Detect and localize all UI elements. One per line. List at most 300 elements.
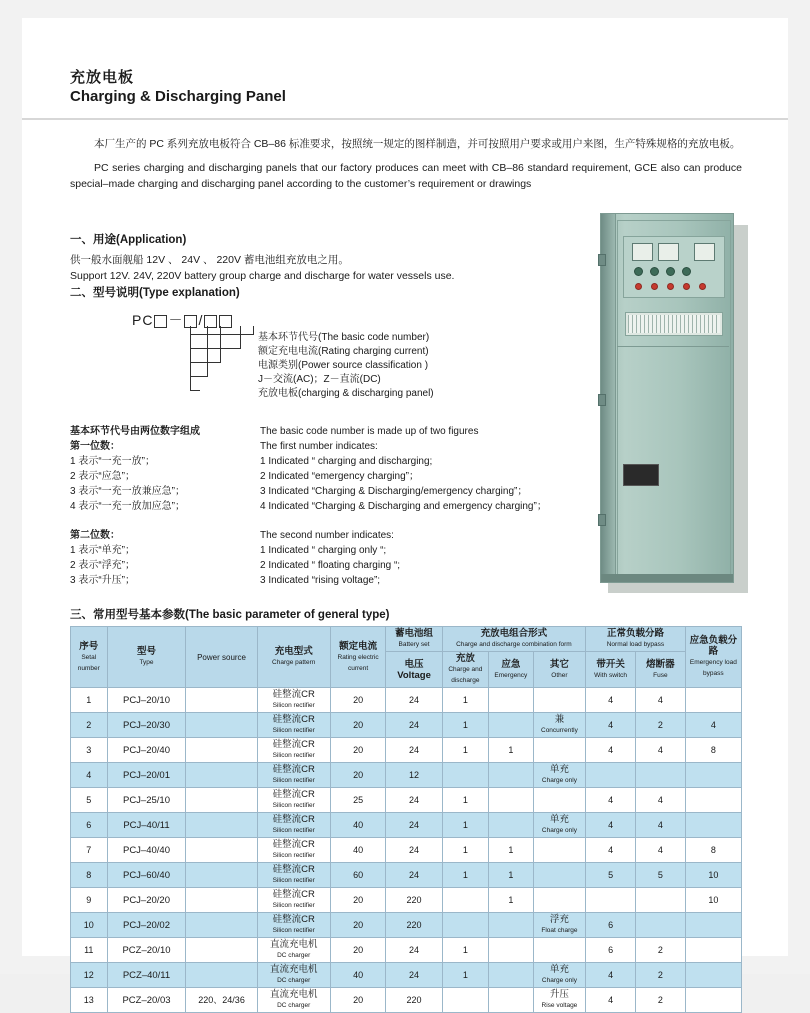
cell-emergency <box>489 963 534 988</box>
th-serial <box>71 627 108 688</box>
cell-pattern-cn: 硅整流CR <box>272 914 315 925</box>
cell-voltage: 24 <box>386 713 442 738</box>
cell-serial: 6 <box>71 813 108 838</box>
cell-emergency: 1 <box>489 838 534 863</box>
cell-serial: 12 <box>71 963 108 988</box>
cell-serial: 8 <box>71 863 108 888</box>
explain-first-item-cn-2: 2 表示“应急”； <box>70 471 135 482</box>
table-row <box>71 913 742 938</box>
cell-other-cn: 单充 <box>549 814 569 825</box>
cell-emergency <box>489 813 534 838</box>
type-code-prefix: PC <box>132 312 154 328</box>
cell-type: PCJ–40/11 <box>107 813 186 838</box>
cell-rating: 25 <box>330 788 386 813</box>
leader-hline-1 <box>190 334 254 335</box>
cell-pattern-cn: 硅整流CR <box>272 714 315 725</box>
cell-pattern-cn: 直流充电机 <box>269 989 318 1000</box>
cell-emergency: 1 <box>489 888 534 913</box>
cell-emergency <box>489 788 534 813</box>
leader-hline-4 <box>190 376 208 377</box>
th-emergency-load-bypass <box>685 627 741 688</box>
intro-paragraph-en: PC series charging and discharging panels that our factory produces can meet with CB–86 standard requirement, GCE also can produce special–made charging and discharging panel according to the customer’s requirement or drawings <box>70 162 742 190</box>
type-code-box-1 <box>154 315 167 328</box>
cell-pattern-cn: 硅整流CR <box>272 689 315 700</box>
cell-charge: 1 <box>442 738 488 763</box>
cell-other <box>533 763 585 788</box>
cell-other <box>533 688 585 713</box>
cell-power <box>186 838 257 863</box>
section-application-line-cn: 供一般水面舰船 12V 、 24V 、 220V 蓄电池组充放电之用。 <box>70 254 349 266</box>
cell-switch: 4 <box>586 688 636 713</box>
explain-second-en: The second number indicates: <box>260 530 394 541</box>
cell-charge <box>442 913 488 938</box>
page-title-cn: 充放电板 <box>70 69 135 86</box>
indicator-led-1 <box>635 283 642 290</box>
cell-voltage: 24 <box>386 788 442 813</box>
cell-power <box>186 938 257 963</box>
cell-type: PCZ–20/03 <box>107 988 186 1013</box>
gauge-icon <box>694 243 715 261</box>
cell-type: PCJ–20/01 <box>107 763 186 788</box>
cell-emerg <box>685 688 741 713</box>
cell-pattern-en: Silicon rectifier <box>272 852 315 859</box>
cell-rating: 20 <box>330 688 386 713</box>
cell-serial: 9 <box>71 888 108 913</box>
cell-pattern <box>257 713 330 738</box>
cell-emerg <box>685 963 741 988</box>
cell-fuse <box>636 888 686 913</box>
th-combination-form-cn: 充放电组合形式 <box>480 628 548 639</box>
table-row <box>71 688 742 713</box>
cell-power <box>186 713 257 738</box>
cell-fuse: 4 <box>636 738 686 763</box>
cell-pattern-en: Silicon rectifier <box>272 727 315 734</box>
leader-hline-2 <box>190 348 241 349</box>
cell-charge: 1 <box>442 813 488 838</box>
leader-hline-5 <box>190 390 200 391</box>
cell-emerg: 8 <box>685 838 741 863</box>
cell-pattern <box>257 913 330 938</box>
parameters-table-body <box>71 688 742 1013</box>
leader-label-5: 充放电板(charging & discharging panel) <box>258 388 434 399</box>
th-combo-emergency <box>489 652 534 688</box>
cell-switch: 4 <box>586 838 636 863</box>
type-code-box-4 <box>219 315 232 328</box>
cell-type: PCJ–20/10 <box>107 688 186 713</box>
cell-emerg <box>685 813 741 838</box>
cell-serial: 13 <box>71 988 108 1013</box>
cell-power <box>186 788 257 813</box>
cell-emerg: 4 <box>685 713 741 738</box>
cell-pattern-cn: 硅整流CR <box>272 864 315 875</box>
type-code-sep-2: / <box>198 312 204 328</box>
cell-serial: 2 <box>71 713 108 738</box>
cell-emerg: 10 <box>685 863 741 888</box>
explain-second-cn: 第二位数： <box>70 530 120 541</box>
cell-pattern-en: DC charger <box>277 1002 311 1009</box>
cell-fuse: 4 <box>636 788 686 813</box>
th-normal-load-bypass-cn: 正常负载分路 <box>606 628 664 639</box>
cell-voltage: 24 <box>386 688 442 713</box>
explain-basic-cn: 基本环节代号由两位数字组成 <box>70 426 200 437</box>
cell-rating: 40 <box>330 963 386 988</box>
cell-serial: 10 <box>71 913 108 938</box>
th-rating-current <box>330 627 386 688</box>
cell-other-cn: 兼 <box>554 714 565 725</box>
explain-second-item-en-3: 3 Indicated “rising voltage”; <box>260 575 381 586</box>
th-combination-form-en: Charge and discharge combination form <box>456 641 572 648</box>
cell-charge <box>442 888 488 913</box>
cell-other <box>533 713 585 738</box>
cell-power <box>186 913 257 938</box>
cell-fuse: 4 <box>636 688 686 713</box>
intro-paragraph-cn: 本厂生产的 PC 系列充放电板符合 CB–86 标准要求，按照统一规定的图样制造，并可按照用户要求或用户来图，生产特殊规格的充放电板。 <box>94 138 741 150</box>
explain-first-item-en-3: 3 Indicated “Charging & Discharging/emergency charging”； <box>260 486 528 497</box>
cell-fuse: 2 <box>636 938 686 963</box>
indicator-led-5 <box>699 283 706 290</box>
explain-second-item-cn-1: 1 表示“单充”； <box>70 545 135 556</box>
selector-knob-4 <box>682 267 691 276</box>
cell-rating: 20 <box>330 738 386 763</box>
leader-label-4: J－交流(AC)；Z－直流(DC) <box>258 374 381 385</box>
cell-other-cn: 升压 <box>549 989 569 1000</box>
table-row <box>71 788 742 813</box>
cell-emerg: 8 <box>685 738 741 763</box>
cell-emerg: 10 <box>685 888 741 913</box>
cell-pattern-en: Silicon rectifier <box>272 802 315 809</box>
cell-switch <box>586 888 636 913</box>
cell-charge <box>442 988 488 1013</box>
indicator-led-2 <box>651 283 658 290</box>
section-type-explanation-title: 二、型号说明(Type explanation) <box>70 287 240 299</box>
cell-other-cn: 单充 <box>549 964 569 975</box>
th-combo-charge-en: Charge and discharge <box>448 666 483 684</box>
cell-type: PCJ–20/40 <box>107 738 186 763</box>
cell-voltage: 220 <box>386 988 442 1013</box>
th-type-en: Type <box>139 659 154 666</box>
explain-first-en: The first number indicates: <box>260 441 378 452</box>
cabinet-hinge-mid <box>598 394 606 406</box>
cell-other-en: Rise voltage <box>541 1002 578 1009</box>
explain-first-item-en-2: 2 Indicated “emergency charging”； <box>260 471 419 482</box>
explain-basic-en: The basic code number is made up of two figures <box>260 426 479 437</box>
cabinet-hinge-bottom <box>598 514 606 526</box>
cabinet-hinge-top <box>598 254 606 266</box>
cell-switch <box>586 763 636 788</box>
cell-switch: 4 <box>586 988 636 1013</box>
cell-other <box>533 813 585 838</box>
cell-other <box>533 838 585 863</box>
explain-second-item-cn-2: 2 表示“浮充”； <box>70 560 135 571</box>
th-serial-en: Setal number <box>77 653 100 672</box>
type-code-diagram <box>70 304 540 419</box>
explain-second-item-cn-3: 3 表示“升压”； <box>70 575 135 586</box>
cell-fuse: 2 <box>636 988 686 1013</box>
cell-type: PCJ–20/20 <box>107 888 186 913</box>
table-row <box>71 988 742 1013</box>
parameters-table-head <box>71 627 742 688</box>
cell-other <box>533 888 585 913</box>
table-row <box>71 763 742 788</box>
cell-charge: 1 <box>442 788 488 813</box>
table-row <box>71 863 742 888</box>
cell-rating: 20 <box>330 938 386 963</box>
th-emergency-load-bypass-en: Emergency load bypass <box>689 659 737 677</box>
th-battery-set <box>386 627 442 652</box>
cell-voltage: 24 <box>386 813 442 838</box>
cell-pattern-en: DC charger <box>277 977 311 984</box>
cell-emergency <box>489 713 534 738</box>
cell-switch: 4 <box>586 738 636 763</box>
cell-pattern-en: Silicon rectifier <box>272 827 315 834</box>
cell-power <box>186 813 257 838</box>
cell-fuse: 2 <box>636 713 686 738</box>
th-normal-load-bypass <box>586 627 686 652</box>
cell-pattern-cn: 直流充电机 <box>269 939 318 950</box>
cell-other <box>533 988 585 1013</box>
cell-other <box>533 938 585 963</box>
page-title-en: Charging & Discharging Panel <box>70 88 286 105</box>
cabinet-body <box>600 213 734 583</box>
indicator-led-3 <box>667 283 674 290</box>
th-power-source <box>186 627 257 688</box>
selector-knob-2 <box>650 267 659 276</box>
cell-pattern-cn: 硅整流CR <box>272 814 315 825</box>
explain-first-item-en-4: 4 Indicated “Charging & Discharging and emergency charging”； <box>260 501 547 512</box>
cell-type: PCZ–20/10 <box>107 938 186 963</box>
cell-pattern-cn: 硅整流CR <box>272 739 315 750</box>
cell-pattern-cn: 硅整流CR <box>272 764 315 775</box>
th-combo-other <box>533 652 585 688</box>
th-power-source-en: Power source <box>197 652 247 662</box>
leader-vline-5 <box>190 326 191 390</box>
cell-emergency <box>489 988 534 1013</box>
th-combo-charge-cn: 充放 <box>455 653 475 664</box>
cell-fuse: 4 <box>636 813 686 838</box>
cell-power <box>186 888 257 913</box>
th-rating-current-cn: 额定电流 <box>339 640 378 652</box>
type-code <box>132 310 233 330</box>
cell-pattern-en: Silicon rectifier <box>272 702 315 709</box>
th-normal-load-bypass-en: Normal load bypass <box>606 641 665 648</box>
cell-serial: 1 <box>71 688 108 713</box>
document-sheet <box>22 18 788 1009</box>
lower-display-panel <box>623 464 659 486</box>
cell-pattern-en: Silicon rectifier <box>272 902 315 909</box>
section-parameters-title: 三、常用型号基本参数(The basic parameter of general type) <box>70 609 390 621</box>
table-row <box>71 713 742 738</box>
cell-emerg <box>685 988 741 1013</box>
th-combo-other-cn: 其它 <box>549 658 569 670</box>
cell-pattern <box>257 813 330 838</box>
section-application-title: 一、用途(Application) <box>70 234 187 246</box>
selector-knob-3 <box>666 267 675 276</box>
cell-rating: 40 <box>330 813 386 838</box>
cell-switch: 4 <box>586 788 636 813</box>
cell-emerg <box>685 788 741 813</box>
table-row <box>71 963 742 988</box>
cell-power <box>186 763 257 788</box>
cell-emergency <box>489 688 534 713</box>
cell-serial: 7 <box>71 838 108 863</box>
parameters-table <box>70 626 742 1013</box>
cell-emerg <box>685 913 741 938</box>
section-application <box>70 232 500 284</box>
th-combination-form <box>442 627 586 652</box>
cell-charge: 1 <box>442 713 488 738</box>
cell-emerg <box>685 938 741 963</box>
product-photo <box>600 213 748 593</box>
cell-other-en: Charge only <box>541 977 577 984</box>
cell-fuse <box>636 913 686 938</box>
cell-rating: 20 <box>330 888 386 913</box>
th-with-switch <box>586 652 636 688</box>
ventilation-grille <box>625 312 723 336</box>
selector-knob-1 <box>634 267 643 276</box>
cabinet-base <box>601 574 733 582</box>
th-fuse-en: Fuse <box>653 671 668 679</box>
leader-vline-3 <box>220 326 221 362</box>
cell-switch: 5 <box>586 863 636 888</box>
cell-pattern <box>257 763 330 788</box>
cell-rating: 60 <box>330 863 386 888</box>
cell-emergency: 1 <box>489 738 534 763</box>
cell-switch: 6 <box>586 913 636 938</box>
cell-fuse: 2 <box>636 963 686 988</box>
table-row <box>71 938 742 963</box>
th-type-cn: 型号 <box>136 646 156 657</box>
cell-charge: 1 <box>442 863 488 888</box>
cell-other <box>533 788 585 813</box>
th-combo-emergency-cn: 应急 <box>501 658 521 670</box>
cell-emerg <box>685 763 741 788</box>
th-combo-charge <box>442 652 488 688</box>
cell-type: PCJ–20/30 <box>107 713 186 738</box>
explain-first-item-cn-1: 1 表示“一充一放”； <box>70 456 155 467</box>
cell-other-en: Charge only <box>541 777 577 784</box>
cell-pattern-en: Silicon rectifier <box>272 752 315 759</box>
cell-other <box>533 863 585 888</box>
cell-serial: 3 <box>71 738 108 763</box>
explain-first-item-en-1: 1 Indicated “ charging and discharging; <box>260 456 433 467</box>
cell-switch: 4 <box>586 813 636 838</box>
cell-serial: 11 <box>71 938 108 963</box>
cell-power <box>186 738 257 763</box>
th-with-switch-en: With switch <box>594 671 628 679</box>
cell-pattern <box>257 963 330 988</box>
cell-charge: 1 <box>442 838 488 863</box>
cell-voltage: 24 <box>386 863 442 888</box>
leader-label-2: 额定充电电流(Rating charging current) <box>258 346 429 357</box>
explain-second-item-en-2: 2 Indicated “ floating charging “; <box>260 560 401 571</box>
explain-first-cn: 第一位数： <box>70 441 120 452</box>
table-row <box>71 888 742 913</box>
cell-pattern-en: Silicon rectifier <box>272 877 315 884</box>
th-voltage-cn: 电压 Voltage <box>397 658 431 681</box>
section-application-line-en: Support 12V. 24V, 220V battery group charge and discharge for water vessels use. <box>70 270 455 282</box>
cell-voltage: 24 <box>386 938 442 963</box>
cell-pattern-cn: 硅整流CR <box>272 789 315 800</box>
cell-fuse: 4 <box>636 838 686 863</box>
type-code-sep-1: － <box>168 312 184 328</box>
cell-switch: 6 <box>586 938 636 963</box>
cell-type: PCJ–60/40 <box>107 863 186 888</box>
indicator-led-4 <box>683 283 690 290</box>
cell-type: PCJ–20/02 <box>107 913 186 938</box>
cell-voltage: 24 <box>386 838 442 863</box>
instrument-panel <box>623 236 725 298</box>
intro-paragraphs <box>70 136 742 200</box>
th-charge-pattern-cn: 充电型式 <box>274 646 313 657</box>
cell-other-cn: 浮充 <box>549 914 569 925</box>
leader-label-3: 电源类别(Power source classification ) <box>258 360 429 371</box>
cell-other-en: Concurrently <box>541 727 578 734</box>
cell-pattern <box>257 888 330 913</box>
th-with-switch-cn: 带开关 <box>596 658 625 670</box>
th-emergency-load-bypass-cn: 应急负载分路 <box>689 635 738 657</box>
cell-pattern <box>257 863 330 888</box>
cell-voltage: 24 <box>386 963 442 988</box>
cabinet-door-split <box>617 346 729 347</box>
th-rating-current-en: Rating electric current <box>337 653 379 672</box>
th-charge-pattern <box>257 627 330 688</box>
cell-power <box>186 963 257 988</box>
cell-pattern <box>257 838 330 863</box>
cell-voltage: 220 <box>386 888 442 913</box>
leader-hline-3 <box>190 362 221 363</box>
cell-pattern <box>257 788 330 813</box>
cell-pattern-en: Silicon rectifier <box>272 927 315 934</box>
cell-other <box>533 738 585 763</box>
th-serial-cn: 序号 <box>79 640 99 652</box>
th-battery-set-en: Battery set <box>398 641 430 648</box>
cell-pattern <box>257 688 330 713</box>
cell-other-en: Charge only <box>541 827 577 834</box>
cell-pattern <box>257 938 330 963</box>
ventilation-lines <box>628 315 720 333</box>
cell-fuse <box>636 763 686 788</box>
cell-voltage: 24 <box>386 738 442 763</box>
cell-pattern <box>257 738 330 763</box>
cell-emergency <box>489 938 534 963</box>
th-fuse-cn: 熔断器 <box>646 658 675 670</box>
cell-serial: 4 <box>71 763 108 788</box>
cell-emergency <box>489 913 534 938</box>
cell-other <box>533 963 585 988</box>
explain-first-item-cn-4: 4 表示“一充一放加应急”； <box>70 501 185 512</box>
cell-pattern-en: DC charger <box>277 952 311 959</box>
th-fuse <box>636 652 686 688</box>
table-header-row-1 <box>71 627 742 652</box>
leader-vline-2 <box>240 326 241 348</box>
cell-voltage: 12 <box>386 763 442 788</box>
explain-second-item-en-1: 1 Indicated “ charging only “; <box>260 545 387 556</box>
cell-fuse: 5 <box>636 863 686 888</box>
cell-switch: 4 <box>586 713 636 738</box>
cell-type: PCJ–25/10 <box>107 788 186 813</box>
cell-voltage: 220 <box>386 913 442 938</box>
cell-other-cn: 单充 <box>549 764 569 775</box>
th-battery-set-cn: 蓄电池组 <box>395 628 434 639</box>
leader-vline-4 <box>207 326 208 376</box>
cell-pattern <box>257 988 330 1013</box>
table-row <box>71 838 742 863</box>
cell-pattern-cn: 直流充电机 <box>269 964 318 975</box>
page-header <box>22 18 788 120</box>
cell-rating: 20 <box>330 713 386 738</box>
leader-label-1: 基本环节代号(The basic code number) <box>258 332 430 343</box>
leader-vline-1 <box>253 326 254 334</box>
